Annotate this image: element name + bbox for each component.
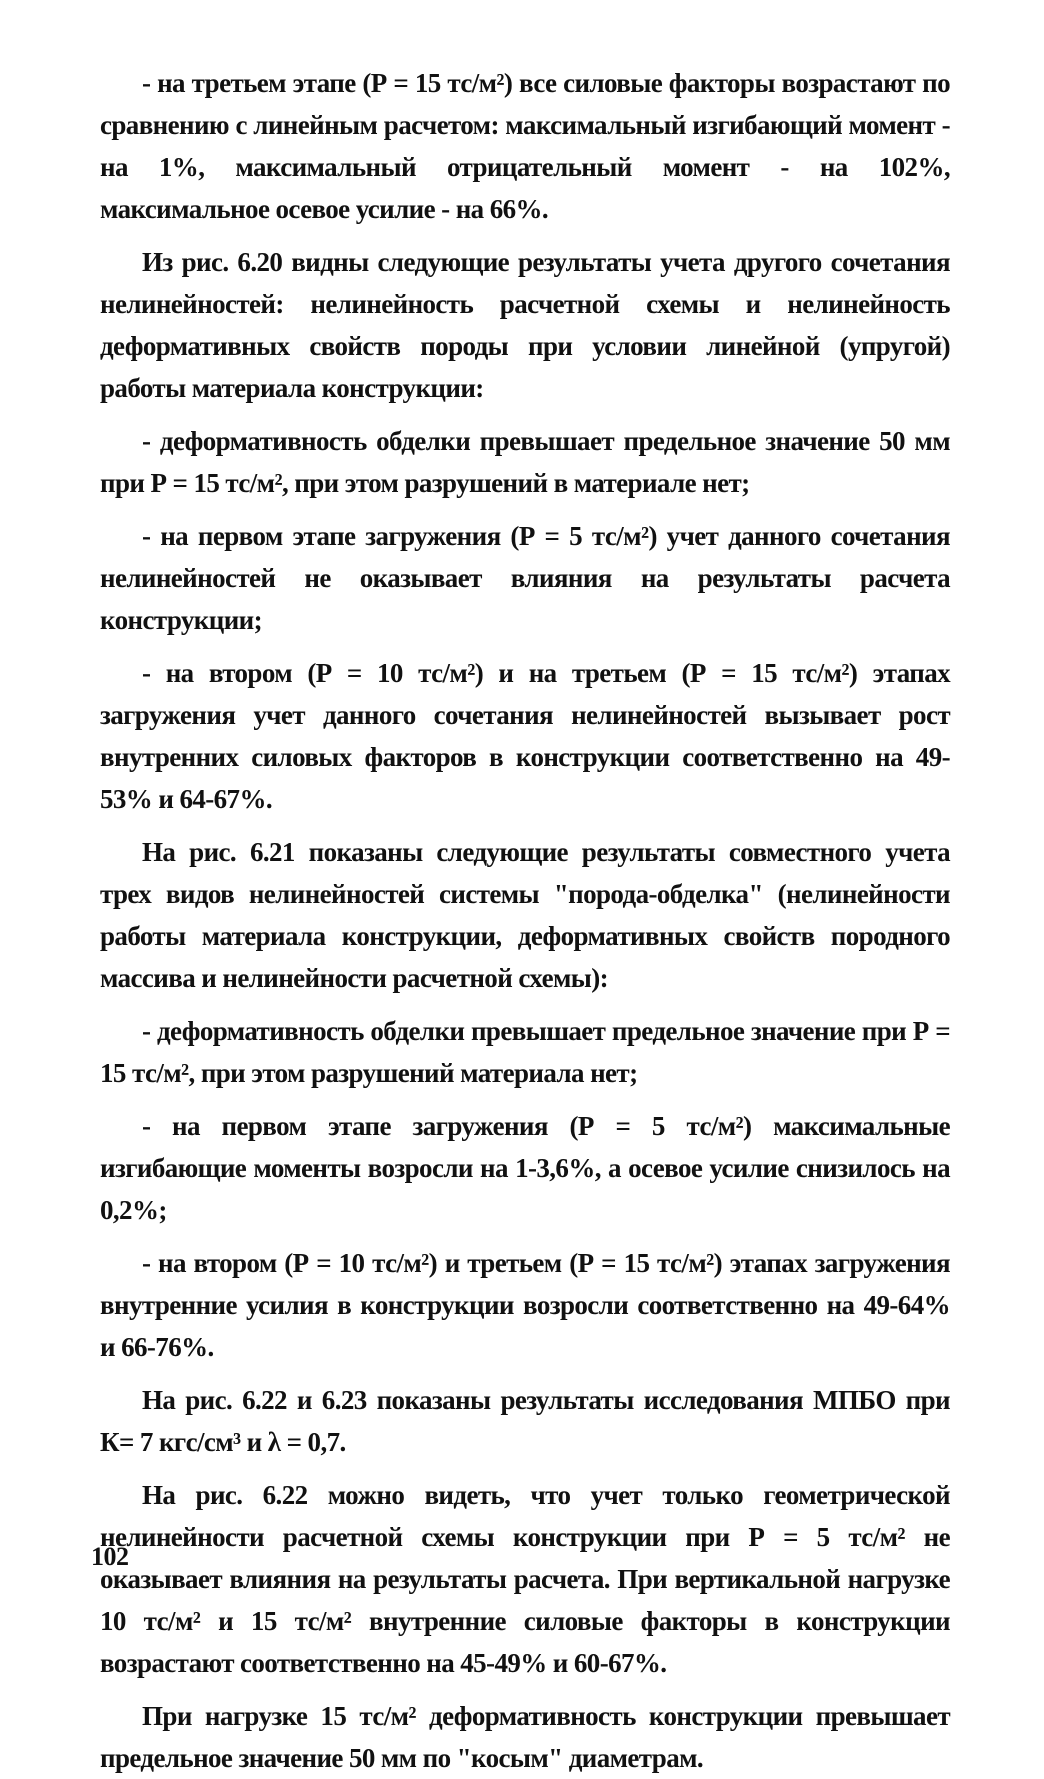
paragraph: - на втором (Р = 10 тс/м²) и на третьем (Р = 15 тс/м²) этапах загружения учет данного сочетания нелинейностей вызывает рост внутренних силовых факторов в конструкции соответственно на 49-53% и 64-67%. bbox=[100, 658, 950, 814]
paragraph: - на первом этапе загружения (Р = 5 тс/м²) учет данного сочетания нелинейностей не оказывает влияния на результаты расчета конструкции; bbox=[100, 521, 950, 635]
page-number: 102 bbox=[91, 1542, 129, 1571]
paragraph: Из рис. 6.20 видны следующие результаты учета другого сочетания нелинейностей: нелинейность расчетной схемы и нелинейность деформативных свойств породы при условии линейной (упругой) работы материала конструкции: bbox=[100, 247, 950, 403]
paragraph: - на первом этапе загружения (Р = 5 тс/м²) максимальные изгибающие моменты возросли на 1-3,6%, а осевое усилие снизилось на 0,2%; bbox=[100, 1111, 950, 1225]
paragraph: - деформативность обделки превышает предельное значение 50 мм при Р = 15 тс/м², при этом разрушений в материале нет; bbox=[100, 426, 950, 498]
paragraph: На рис. 6.22 можно видеть, что учет только геометрической нелинейности расчетной схемы конструкции при Р = 5 тс/м² не оказывает влияния на результаты расчета. При вертикальной нагрузке 10 тс/м² и 15 тс/м² внутренние силовые факторы в конструкции возрастают соответственно на 45-49% и 60-67%. bbox=[100, 1480, 950, 1678]
body-text bbox=[100, 62, 950, 1779]
paragraph: На рис. 6.21 показаны следующие результаты совместного учета трех видов нелинейностей системы "порода-обделка" (нелинейности работы материала конструкции, деформативных свойств породного массива и нелинейности расчетной схемы): bbox=[100, 837, 950, 993]
paragraph: При нагрузке 15 тс/м² деформативность конструкции превышает предельное значение 50 мм по "косым" диаметрам. bbox=[100, 1701, 950, 1773]
paragraph: На рис. 6.22 и 6.23 показаны результаты исследования МПБО при К= 7 кгс/см³ и λ = 0,7. bbox=[100, 1385, 950, 1457]
paragraph: - деформативность обделки превышает предельное значение при Р = 15 тс/м², при этом разрушений материала нет; bbox=[100, 1016, 950, 1088]
paragraph: - на третьем этапе (Р = 15 тс/м²) все силовые факторы возрастают по сравнению с линейным расчетом: максимальный изгибающий момент - на 1%, максимальный отрицательный момент - на 102%, максимальное осевое усилие - на 66%. bbox=[100, 68, 950, 224]
paragraph: - на втором (Р = 10 тс/м²) и третьем (Р = 15 тс/м²) этапах загружения внутренние усилия в конструкции возросли соответственно на 49-64% и 66-76%. bbox=[100, 1248, 950, 1362]
